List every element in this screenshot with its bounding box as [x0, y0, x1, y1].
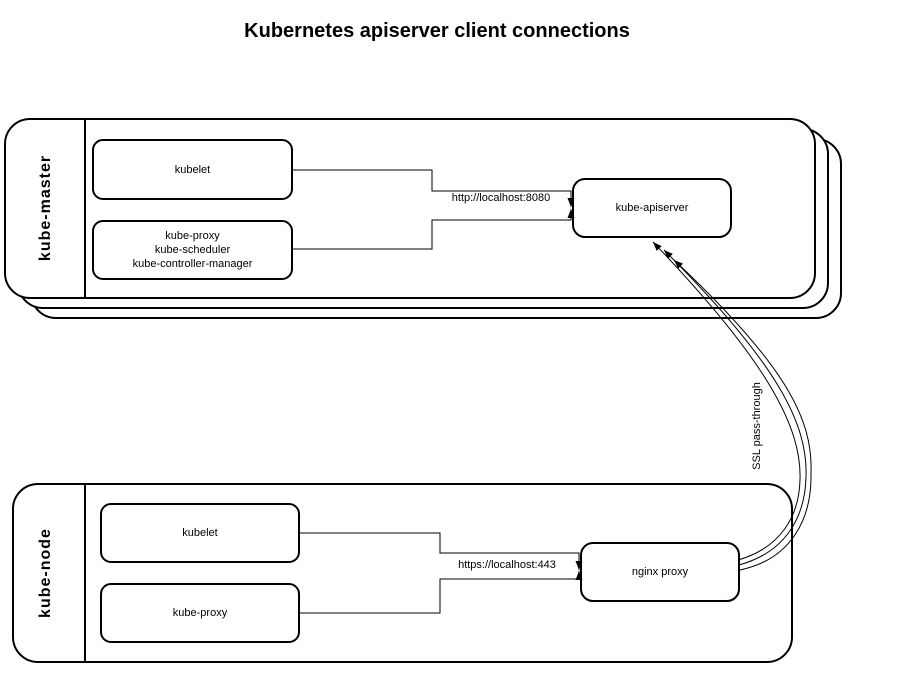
kubelet-box-node [100, 503, 300, 563]
control-plane-line-3: kube-controller-manager [132, 258, 253, 270]
control-plane-line-2: kube-scheduler [154, 244, 231, 256]
http-edge-label: http://localhost:8080 [451, 192, 551, 204]
node-cluster-label: kube-node [37, 528, 54, 618]
https-edge-label: https://localhost:443 [458, 559, 556, 571]
nginx-proxy-box [580, 542, 740, 602]
kube-proxy-box-label: kube-proxy [172, 607, 228, 619]
kube-proxy-box [100, 583, 300, 643]
kubelet-box-node-label: kubelet [182, 527, 218, 539]
apiserver-box [572, 178, 732, 238]
master-cluster-label: kube-master [37, 154, 54, 262]
ssl-passthrough-label: SSL pass-through [751, 382, 763, 470]
master-label-divider [84, 119, 86, 298]
nginx-proxy-box-label: nginx proxy [631, 566, 689, 578]
control-plane-line-1: kube-proxy [165, 230, 220, 242]
control-plane-box [92, 220, 293, 280]
node-label-divider [84, 484, 86, 662]
apiserver-box-label: kube-apiserver [615, 202, 689, 214]
kubelet-box-master-label: kubelet [174, 163, 211, 176]
diagram-title: Kubernetes apiserver client connections [244, 20, 630, 42]
kubelet-box-master [92, 139, 293, 200]
